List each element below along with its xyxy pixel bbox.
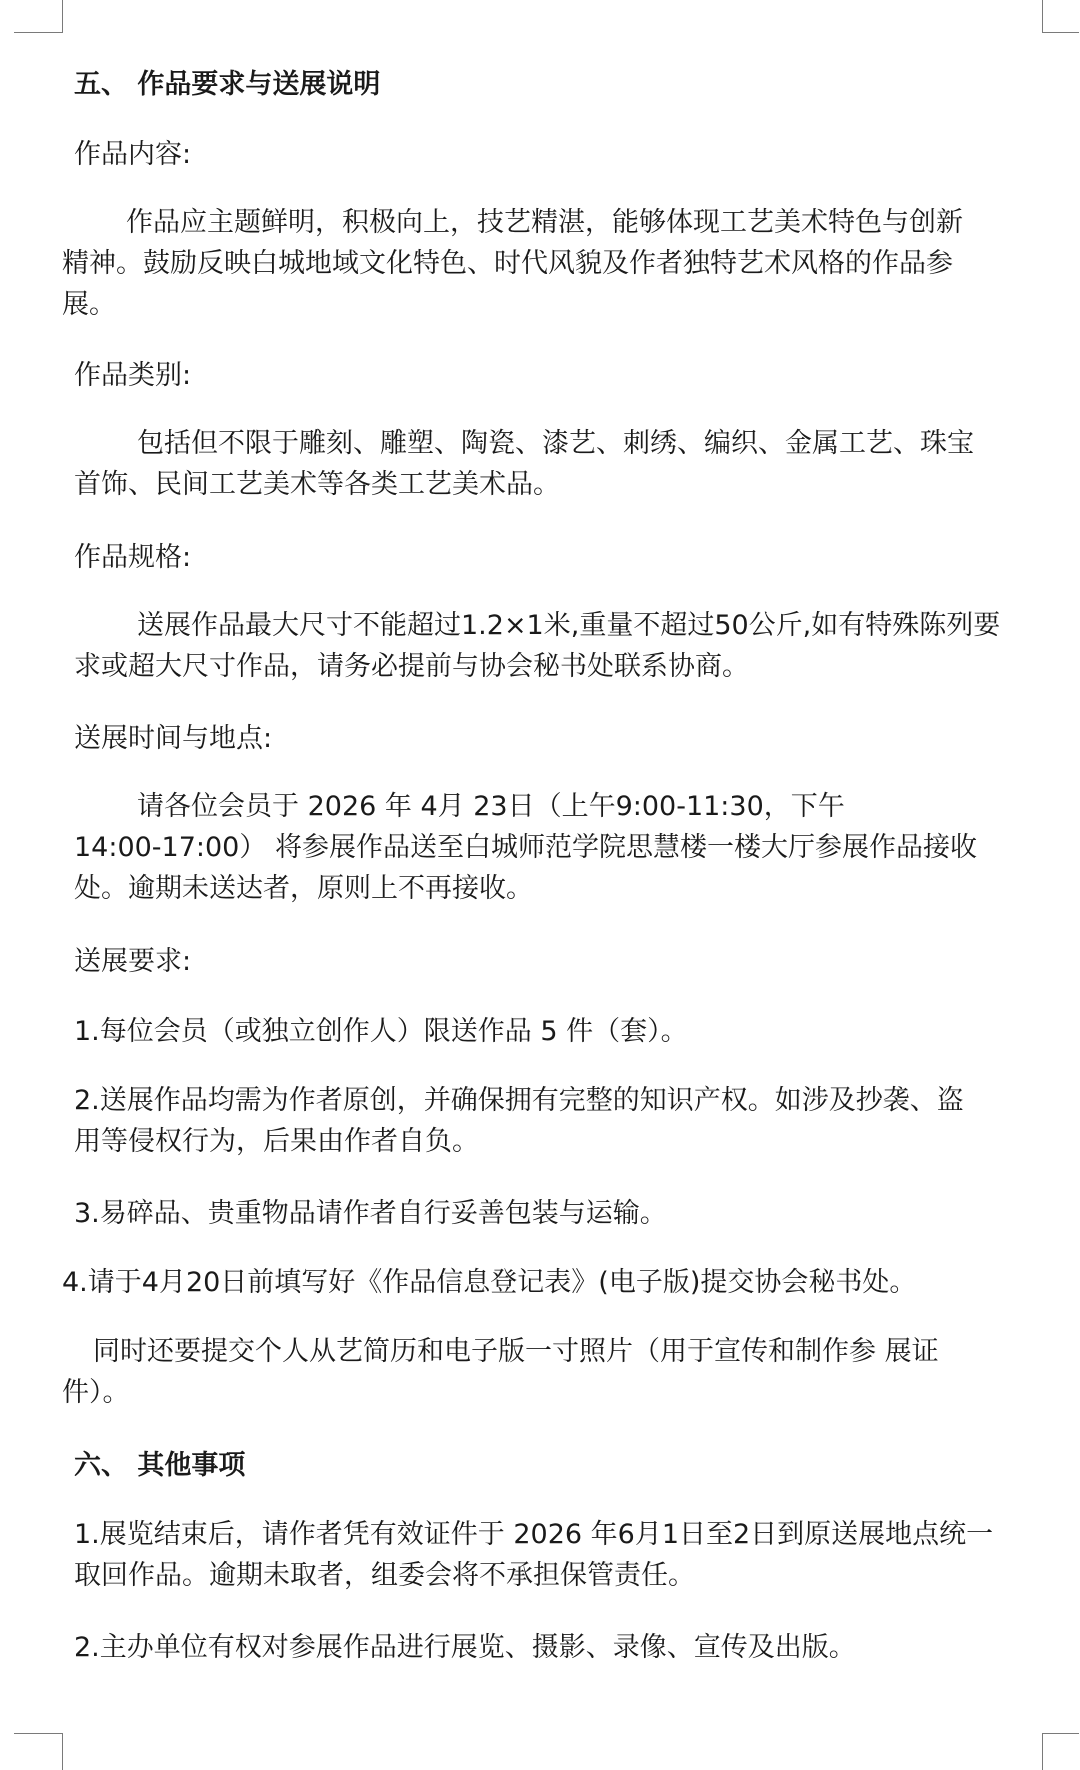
paragraph-line: 件）。 [62,1377,130,1408]
category-label: 作品类别: [74,360,192,391]
paragraph-line: 首饰、民间工艺美术等各类工艺美术品。 [74,469,560,500]
requirement-item-4: 4.请于4月20日前填写好《作品信息登记表》(电子版)提交协会秘书处。 [62,1267,917,1298]
requirements-label: 送展要求: [74,946,192,977]
paragraph-line: 用等侵权行为，后果由作者自负。 [74,1126,479,1157]
section-6-item-2: 2.主办单位有权对参展作品进行展览、摄影、录像、宣传及出版。 [74,1632,856,1663]
paragraph-line: 2.送展作品均需为作者原创，并确保拥有完整的知识产权。如涉及抄袭、盗 [74,1085,964,1116]
paragraph-line: 取回作品。逾期未取者，组委会将不承担保管责任。 [74,1560,695,1591]
spec-label: 作品规格: [74,542,192,573]
paragraph-line: 包括但不限于雕刻、雕塑、陶瓷、漆艺、刺绣、编织、金属工艺、珠宝 [137,428,974,459]
paragraph-line: 精神。鼓励反映白城地域文化特色、时代风貌及作者独特艺术风格的作品参 [62,248,953,279]
paragraph-line: 展。 [62,289,116,320]
time-place-label: 送展时间与地点: [74,723,273,754]
paragraph-line: 1.展览结束后，请作者凭有效证件于 2026 年6月1日至2日到原送展地点统一 [74,1519,994,1550]
page-corner-mark-top-right [1042,0,1079,33]
paragraph-line: 请各位会员于 2026 年 4月 23日（上午9:00-11:30，下午 [137,791,845,822]
paragraph-line: 处。逾期未送达者，原则上不再接收。 [74,873,533,904]
requirement-item-1: 1.每位会员（或独立创作人）限送作品 5 件（套）。 [74,1016,688,1047]
content-label: 作品内容: [74,139,192,170]
section-6-heading: 六、 其他事项 [74,1450,246,1481]
section-5-heading: 五、 作品要求与送展说明 [74,69,381,100]
paragraph-line: 送展作品最大尺寸不能超过1.2×1米,重量不超过50公斤,如有特殊陈列要 [137,610,1001,641]
requirement-item-3: 3.易碎品、贵重物品请作者自行妥善包装与运输。 [74,1198,667,1229]
page-corner-mark-bottom-right [1042,1733,1079,1770]
paragraph-line: 求或超大尺寸作品，请务必提前与协会秘书处联系协商。 [74,651,749,682]
paragraph-line: 同时还要提交个人从艺简历和电子版一寸照片（用于宣传和制作参 展证 [93,1336,939,1367]
page-corner-mark-bottom-left [14,1733,63,1770]
paragraph-line: 作品应主题鲜明，积极向上，技艺精湛，能够体现工艺美术特色与创新 [126,207,963,238]
page-corner-mark-top-left [14,0,63,33]
paragraph-line: 14:00-17:00） 将参展作品送至白城师范学院思慧楼一楼大厅参展作品接收 [74,832,977,863]
